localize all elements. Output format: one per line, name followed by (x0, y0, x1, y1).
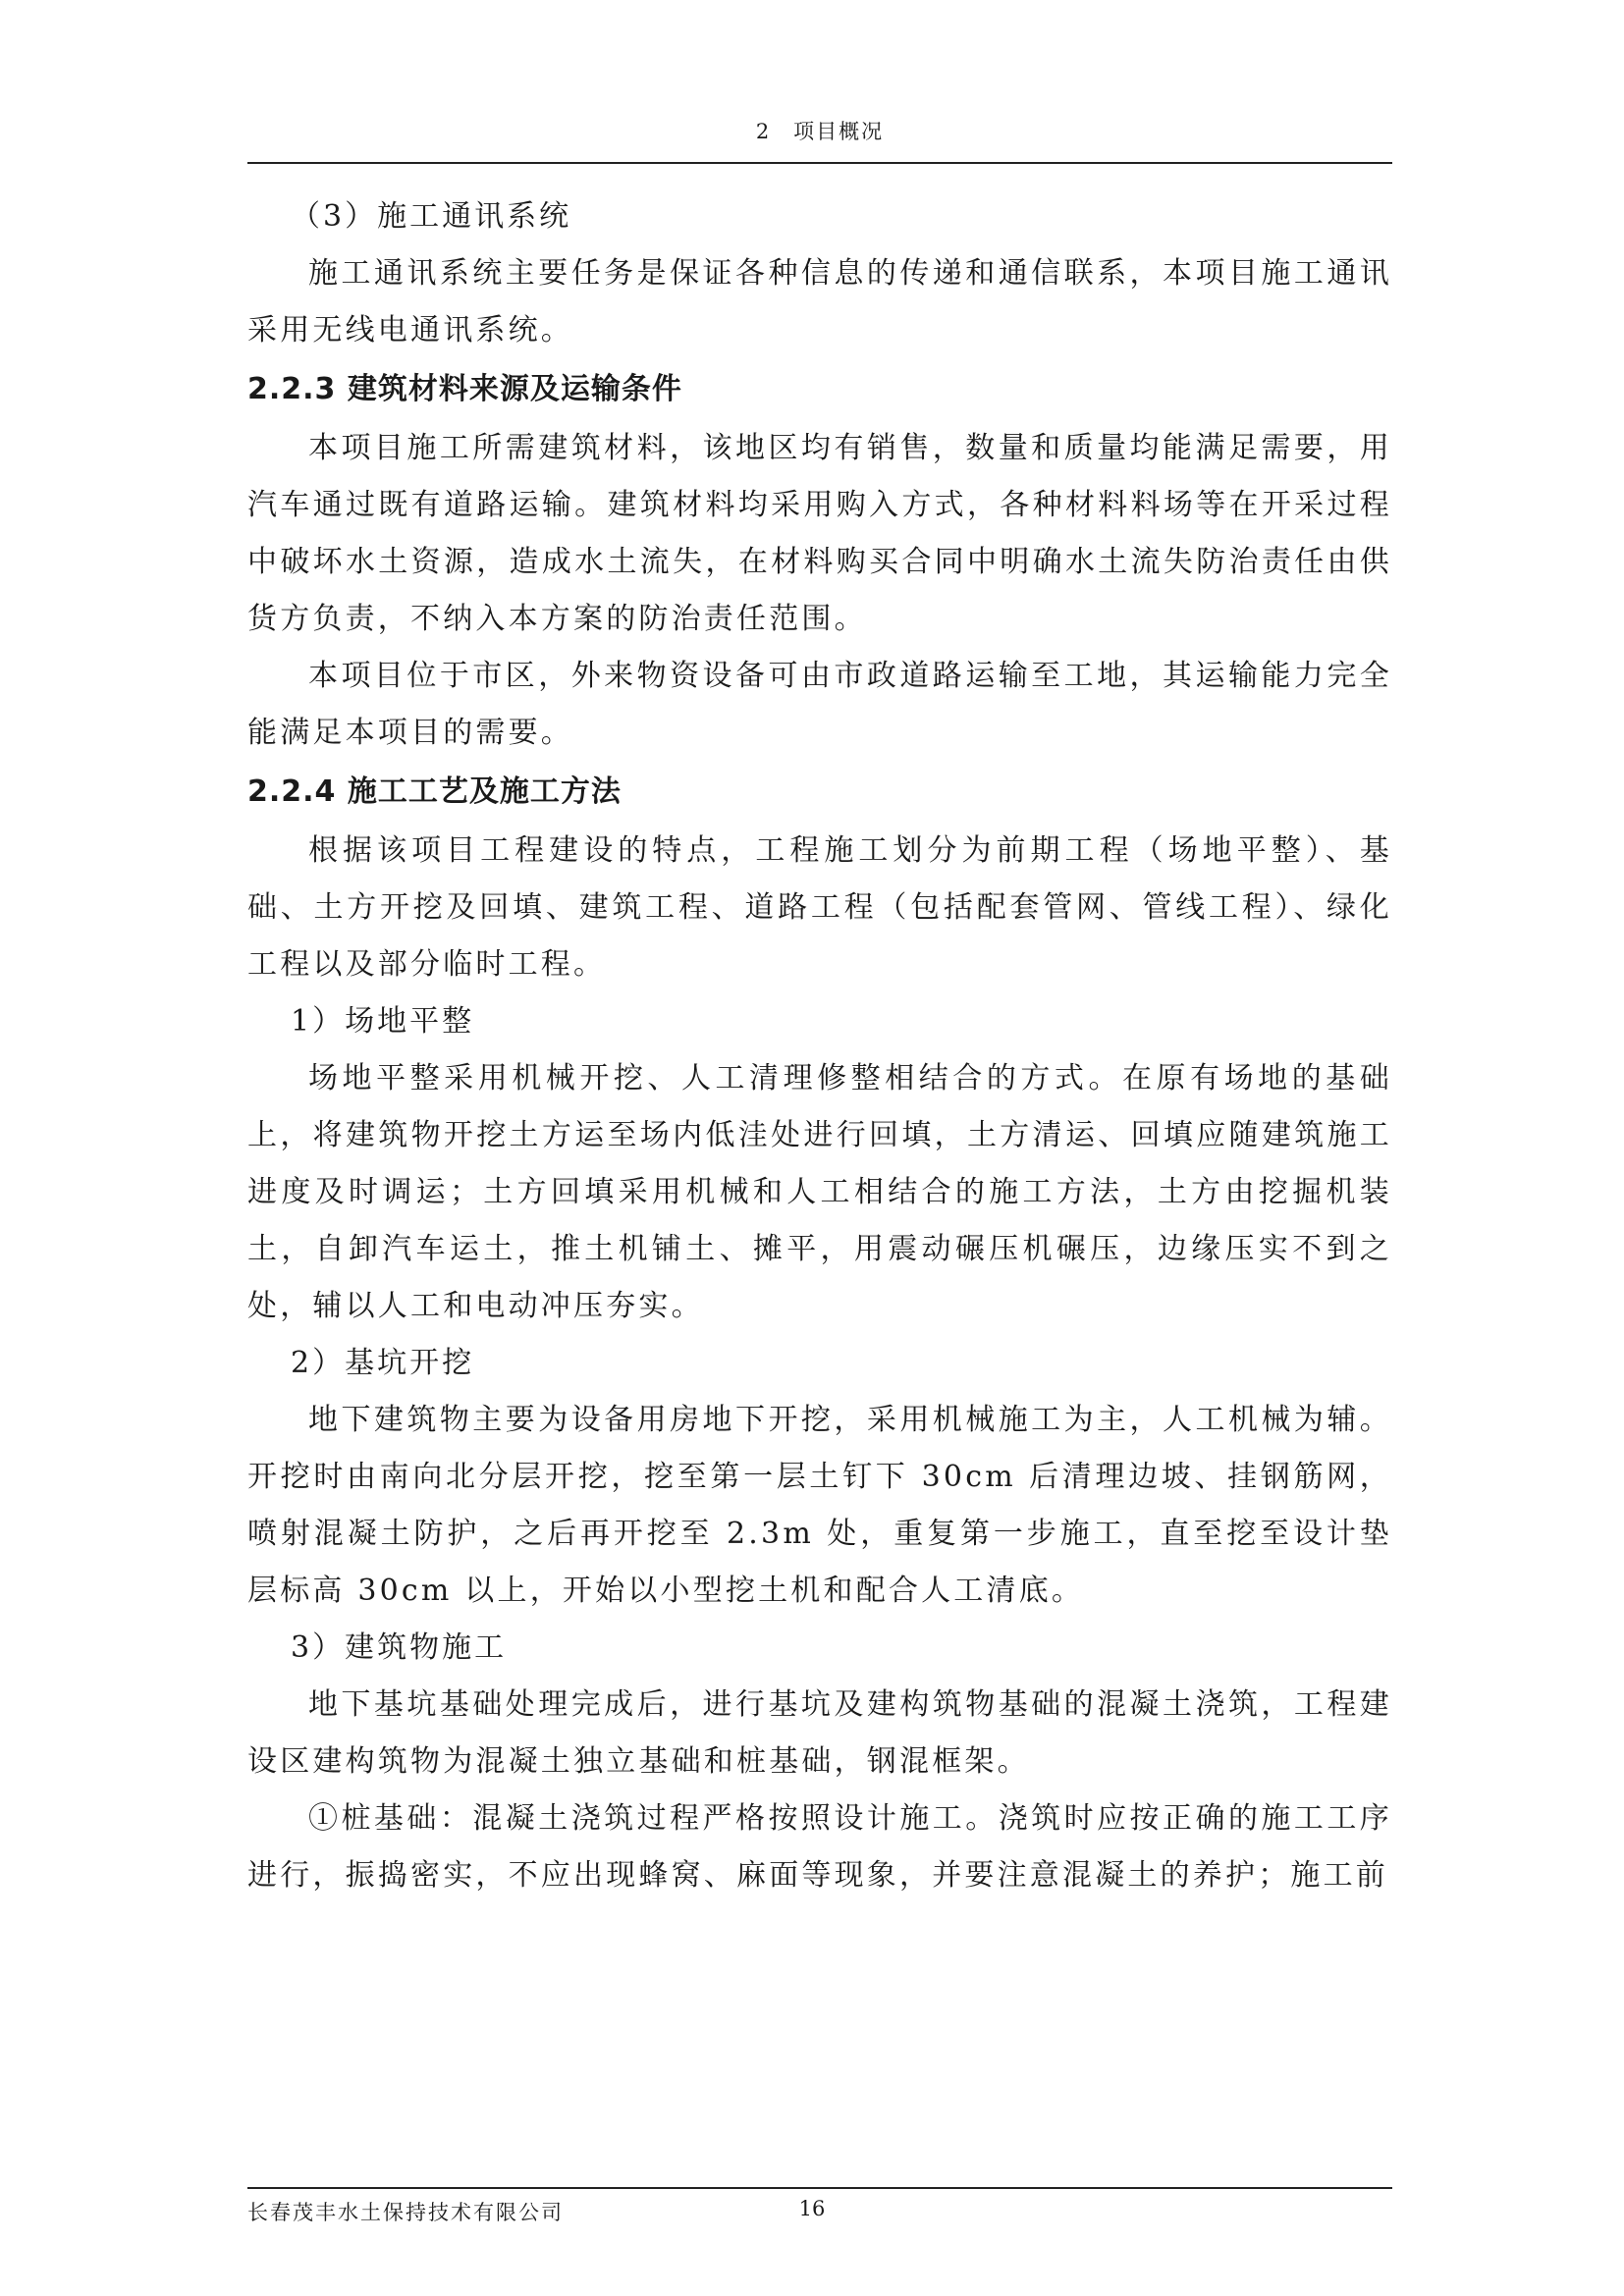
footer-company: 长春茂丰水土保持技术有限公司 (247, 2201, 564, 2224)
item-heading: 1）场地平整 (291, 1004, 475, 1039)
item-heading: 3）建筑物施工 (291, 1630, 508, 1665)
footer-divider (247, 2187, 1392, 2189)
paragraph: 本项目施工所需建筑材料，该地区均有销售，数量和质量均能满足需要，用汽车通过既有道路运输。建筑材料均采用购入方式，各种材料料场等在开采过程中破坏水土资源，造成水土流失，在材料购买合同中明确水土流失防治责任由供货方负责，不纳入本方案的防治责任范围。 (247, 431, 1392, 636)
section-heading: 2.2.3 建筑材料来源及运输条件 (247, 372, 682, 406)
paragraph: 根据该项目工程建设的特点，工程施工划分为前期工程（场地平整）、基础、土方开挖及回填、建筑工程、道路工程（包括配套管网、管线工程）、绿化工程以及部分临时工程。 (247, 833, 1392, 982)
paragraph: 施工通讯系统主要任务是保证各种信息的传递和通信联系，本项目施工通讯采用无线电通讯系统。 (247, 256, 1392, 347)
header-divider (247, 162, 1392, 164)
item-heading: （3）施工通讯系统 (291, 199, 572, 234)
running-header: 2 项目概况 (755, 120, 885, 143)
paragraph: ①桩基础：混凝土浇筑过程严格按照设计施工。浇筑时应按正确的施工工序进行，振捣密实，不应出现蜂窝、麻面等现象，并要注意混凝土的养护；施工前 (247, 1801, 1392, 1893)
paragraph: 地下建筑物主要为设备用房地下开挖，采用机械施工为主，人工机械为辅。开挖时由南向北分层开挖，挖至第一层土钉下 30cm 后清理边坡、挂钢筋网，喷射混凝土防护，之后再开挖至 2.3m 处，重复第一步施工，直至挖至设计垫层标高 30cm 以上，开始以小型挖土机和配合人工清底。 (247, 1403, 1392, 1608)
section-heading: 2.2.4 施工工艺及施工方法 (247, 774, 622, 809)
item-heading: 2）基坑开挖 (291, 1346, 475, 1380)
paragraph: 本项目位于市区，外来物资设备可由市政道路运输至工地，其运输能力完全能满足本项目的需要。 (247, 659, 1392, 750)
paragraph: 地下基坑基础处理完成后，进行基坑及建构筑物基础的混凝土浇筑，工程建设区建构筑物为混凝土独立基础和桩基础，钢混框架。 (247, 1687, 1392, 1779)
paragraph: 场地平整采用机械开挖、人工清理修整相结合的方式。在原有场地的基础上，将建筑物开挖土方运至场内低洼处进行回填，土方清运、回填应随建筑施工进度及时调运；土方回填采用机械和人工相结合的施工方法，土方由挖掘机装土，自卸汽车运土，推土机铺土、摊平，用震动碾压机碾压，边缘压实不到之处，辅以人工和电动冲压夯实。 (247, 1061, 1392, 1323)
page-number: 16 (798, 2197, 826, 2220)
body-content (247, 188, 1392, 1904)
